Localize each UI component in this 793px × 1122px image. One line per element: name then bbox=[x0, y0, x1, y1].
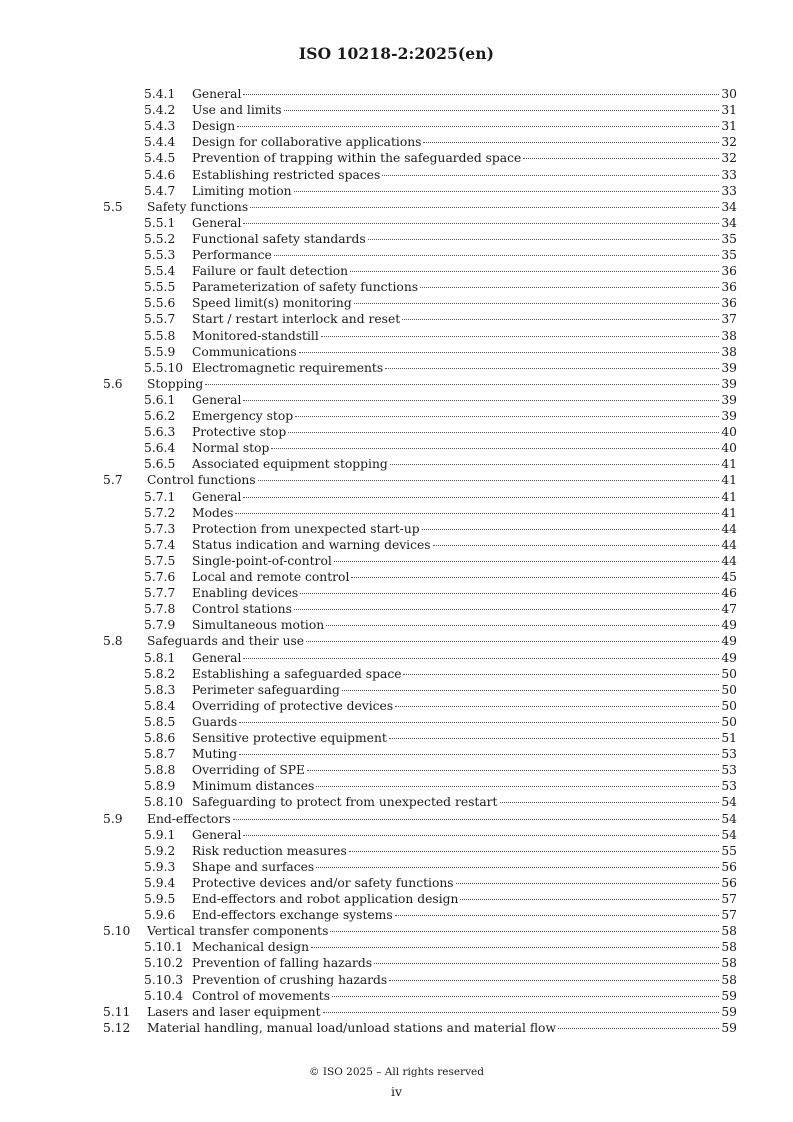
toc-dot-leader bbox=[294, 191, 719, 192]
toc-entry[interactable] bbox=[0, 891, 793, 907]
toc-entry[interactable] bbox=[0, 537, 793, 553]
toc-entry[interactable] bbox=[0, 150, 793, 166]
toc-section-number: 5.9 bbox=[103, 811, 123, 826]
toc-page-number[interactable]: 50 bbox=[721, 682, 737, 697]
toc-entry[interactable] bbox=[0, 762, 793, 778]
toc-entry[interactable] bbox=[0, 778, 793, 794]
toc-section-number: 5.4.2 bbox=[144, 103, 176, 118]
toc-section-number: 5.4.3 bbox=[144, 119, 176, 134]
toc-section-number: 5.4.4 bbox=[144, 135, 176, 150]
toc-dot-leader bbox=[456, 883, 719, 884]
toc-section-number: 5.6.5 bbox=[144, 457, 176, 472]
toc-entry[interactable] bbox=[0, 553, 793, 569]
toc-dot-leader bbox=[205, 384, 719, 385]
toc-dot-leader bbox=[235, 513, 719, 514]
toc-dot-leader bbox=[389, 980, 719, 981]
toc-dot-leader bbox=[243, 94, 719, 95]
toc-dot-leader bbox=[385, 368, 719, 369]
toc-page-number[interactable]: 32 bbox=[721, 135, 737, 150]
toc-section-title[interactable]: Perimeter safeguarding bbox=[192, 682, 340, 697]
toc-section-title[interactable]: Control of movements bbox=[192, 988, 331, 1003]
toc-entry[interactable] bbox=[0, 279, 793, 295]
toc-section-number: 5.9.3 bbox=[144, 859, 176, 874]
toc-entry[interactable] bbox=[0, 263, 793, 279]
toc-section-number: 5.4.6 bbox=[144, 167, 176, 182]
toc-page-number[interactable]: 41 bbox=[721, 473, 737, 488]
toc-section-title[interactable]: Protection from unexpected start-up bbox=[192, 521, 420, 536]
toc-dot-leader bbox=[558, 1028, 719, 1029]
toc-section-number: 5.4.1 bbox=[144, 87, 176, 101]
toc-page-number[interactable]: 46 bbox=[721, 586, 737, 601]
toc-dot-leader bbox=[460, 899, 719, 900]
toc-section-title[interactable]: Emergency stop bbox=[192, 409, 294, 423]
toc-section-number: 5.7.8 bbox=[144, 602, 176, 617]
toc-section-title[interactable]: Electromagnetic requirements bbox=[192, 360, 384, 375]
toc-section-title[interactable]: Safeguarding to protect from unexpected restart bbox=[192, 795, 498, 810]
toc-page-number[interactable]: 38 bbox=[721, 344, 737, 359]
toc-section-number: 5.5.4 bbox=[144, 264, 176, 279]
copyright-footer: © ISO 2025 – All rights reserved bbox=[309, 1066, 484, 1078]
toc-section-number: 5.5.6 bbox=[144, 296, 176, 311]
toc-section-number: 5.8.10 bbox=[144, 795, 184, 810]
toc-section-title[interactable]: End-effectors exchange systems bbox=[192, 908, 393, 923]
toc-dot-leader bbox=[316, 786, 719, 787]
toc-section-number: 5.6 bbox=[103, 376, 123, 391]
toc-page-number[interactable]: 44 bbox=[721, 521, 737, 536]
toc-section-number: 5.7 bbox=[103, 473, 123, 488]
toc-section-title[interactable]: Limiting motion bbox=[192, 183, 292, 198]
toc-entry[interactable] bbox=[0, 344, 793, 360]
toc-entry[interactable] bbox=[0, 199, 793, 215]
toc-section-title[interactable]: Use and limits bbox=[192, 103, 282, 118]
toc-dot-leader bbox=[294, 609, 719, 610]
toc-section-title[interactable]: Risk reduction measures bbox=[192, 843, 347, 858]
toc-page-number[interactable]: 32 bbox=[721, 151, 737, 166]
toc-page-number[interactable]: 54 bbox=[721, 795, 737, 810]
toc-section-number: 5.5.2 bbox=[144, 231, 176, 246]
toc-page-number[interactable]: 53 bbox=[721, 779, 737, 794]
toc-section-title[interactable]: General bbox=[192, 215, 242, 230]
toc-entry[interactable] bbox=[0, 859, 793, 875]
toc-dot-leader bbox=[351, 577, 719, 578]
toc-section-number: 5.5.5 bbox=[144, 280, 176, 295]
toc-section-title[interactable]: Design for collaborative applications bbox=[192, 135, 422, 150]
toc-dot-leader bbox=[237, 126, 719, 127]
toc-section-number: 5.8.1 bbox=[144, 650, 176, 665]
toc-page-number[interactable]: 57 bbox=[721, 892, 737, 906]
toc-section-title[interactable]: Minimum distances bbox=[192, 779, 315, 794]
toc-entry[interactable] bbox=[0, 392, 793, 408]
toc-dot-leader bbox=[288, 432, 719, 433]
toc-entry[interactable] bbox=[0, 794, 793, 810]
toc-entry[interactable] bbox=[0, 843, 793, 859]
toc-dot-leader bbox=[239, 754, 719, 755]
toc-section-number: 5.5.9 bbox=[144, 344, 176, 359]
toc-entry[interactable] bbox=[0, 666, 793, 682]
toc-entry[interactable] bbox=[0, 231, 793, 247]
toc-entry[interactable] bbox=[0, 183, 793, 199]
toc-entry[interactable] bbox=[0, 311, 793, 327]
toc-dot-leader bbox=[271, 448, 719, 449]
toc-dot-leader bbox=[354, 303, 719, 304]
toc-dot-leader bbox=[500, 802, 719, 803]
toc-section-number: 5.5.3 bbox=[144, 248, 176, 262]
toc-section-number: 5.8.8 bbox=[144, 763, 176, 778]
toc-page-number[interactable]: 50 bbox=[721, 714, 737, 729]
toc-page-number[interactable]: 35 bbox=[721, 248, 737, 262]
toc-section-number: 5.10 bbox=[103, 924, 131, 939]
toc-entry[interactable] bbox=[0, 472, 793, 488]
toc-page-number[interactable]: 31 bbox=[721, 119, 737, 134]
toc-page-number[interactable]: 40 bbox=[721, 441, 737, 456]
toc-page-number[interactable]: 59 bbox=[721, 988, 737, 1003]
toc-entry[interactable] bbox=[0, 939, 793, 955]
toc-section-title[interactable]: End-effectors bbox=[147, 811, 231, 826]
toc-entry[interactable] bbox=[0, 489, 793, 505]
toc-page-number[interactable]: 36 bbox=[721, 280, 737, 295]
toc-page-number[interactable]: 40 bbox=[721, 425, 737, 440]
toc-section-number: 5.8.4 bbox=[144, 698, 176, 713]
toc-dot-leader bbox=[433, 545, 719, 546]
toc-page-number[interactable]: 47 bbox=[721, 602, 737, 617]
toc-section-title[interactable]: Muting bbox=[192, 747, 238, 762]
toc-section-number: 5.8.5 bbox=[144, 714, 176, 729]
toc-section-number: 5.7.3 bbox=[144, 521, 176, 536]
toc-section-title[interactable]: Safety functions bbox=[147, 199, 249, 214]
toc-section-title[interactable]: Shape and surfaces bbox=[192, 859, 315, 874]
toc-section-number: 5.9.1 bbox=[144, 827, 176, 842]
toc-dot-leader bbox=[243, 835, 719, 836]
toc-entry[interactable] bbox=[0, 1020, 793, 1036]
toc-page-number[interactable]: 58 bbox=[721, 972, 737, 987]
toc-entry[interactable] bbox=[0, 827, 793, 843]
toc-entry[interactable] bbox=[0, 988, 793, 1004]
toc-section-title[interactable]: Protective devices and/or safety functions bbox=[192, 875, 454, 890]
toc-section-number: 5.5.8 bbox=[144, 328, 176, 343]
toc-page-number[interactable]: 33 bbox=[721, 167, 737, 182]
toc-section-number: 5.12 bbox=[103, 1020, 131, 1035]
toc-section-title[interactable]: Safeguards and their use bbox=[147, 634, 305, 649]
toc-section-number: 5.9.4 bbox=[144, 875, 176, 890]
toc-section-title[interactable]: Overriding of SPE bbox=[192, 763, 306, 778]
toc-entry[interactable] bbox=[0, 408, 793, 424]
toc-page-number[interactable]: 33 bbox=[721, 183, 737, 198]
toc-section-title[interactable]: Normal stop bbox=[192, 441, 270, 456]
toc-dot-leader bbox=[239, 722, 719, 723]
page-number: iv bbox=[390, 1084, 403, 1099]
toc-dot-leader bbox=[395, 915, 719, 916]
toc-section-number: 5.5 bbox=[103, 199, 123, 214]
toc-section-title[interactable]: Local and remote control bbox=[192, 570, 350, 584]
toc-section-number: 5.6.1 bbox=[144, 392, 176, 407]
toc-page-number[interactable]: 39 bbox=[721, 376, 737, 391]
toc-page-number[interactable]: 36 bbox=[721, 296, 737, 311]
toc-dot-leader bbox=[258, 480, 719, 481]
toc-page-number[interactable]: 34 bbox=[721, 199, 737, 214]
toc-dot-leader bbox=[243, 658, 719, 659]
toc-section-number: 5.6.2 bbox=[144, 409, 176, 423]
toc-section-number: 5.8.3 bbox=[144, 682, 176, 697]
toc-page-number[interactable]: 49 bbox=[721, 634, 737, 649]
toc-entry[interactable] bbox=[0, 505, 793, 521]
toc-entry[interactable] bbox=[0, 746, 793, 762]
toc-page-number[interactable]: 39 bbox=[721, 392, 737, 407]
toc-section-number: 5.7.2 bbox=[144, 505, 176, 520]
toc-section-title[interactable]: End-effectors and robot application design bbox=[192, 892, 459, 906]
toc-dot-leader bbox=[295, 416, 719, 417]
toc-section-number: 5.5.1 bbox=[144, 215, 176, 230]
toc-page-number[interactable]: 58 bbox=[721, 956, 737, 971]
toc-section-title[interactable]: Control stations bbox=[192, 602, 292, 617]
toc-section-title[interactable]: Simultaneous motion bbox=[192, 618, 325, 633]
toc-section-title[interactable]: Establishing restricted spaces bbox=[192, 167, 381, 182]
toc-page-number[interactable]: 54 bbox=[721, 827, 737, 842]
toc-section-title[interactable]: Overriding of protective devices bbox=[192, 698, 394, 713]
toc-dot-leader bbox=[300, 593, 719, 594]
toc-page-number[interactable]: 50 bbox=[721, 666, 737, 681]
toc-page-number[interactable]: 36 bbox=[721, 264, 737, 279]
toc-section-title[interactable]: Control functions bbox=[147, 473, 256, 488]
toc-entry[interactable] bbox=[0, 360, 793, 376]
toc-section-title[interactable]: Prevention of falling hazards bbox=[192, 956, 373, 971]
toc-section-number: 5.9.2 bbox=[144, 843, 176, 858]
toc-section-title[interactable]: Establishing a safeguarded space bbox=[192, 666, 402, 681]
toc-dot-leader bbox=[243, 223, 719, 224]
toc-page-number[interactable]: 38 bbox=[721, 328, 737, 343]
toc-section-title[interactable]: Status indication and warning devices bbox=[192, 537, 431, 552]
toc-section-title[interactable]: General bbox=[192, 87, 242, 101]
toc-dot-leader bbox=[420, 287, 719, 288]
toc-dot-leader bbox=[284, 110, 719, 111]
toc-section-number: 5.7.5 bbox=[144, 553, 176, 568]
toc-page-number[interactable]: 44 bbox=[721, 537, 737, 552]
toc-section-title[interactable]: Associated equipment stopping bbox=[192, 457, 388, 472]
toc-section-number: 5.5.10 bbox=[144, 360, 184, 375]
toc-section-title[interactable]: Stopping bbox=[147, 376, 204, 391]
toc-page-number[interactable]: 41 bbox=[721, 457, 737, 472]
toc-page-number[interactable]: 49 bbox=[721, 650, 737, 665]
toc-dot-leader bbox=[299, 352, 719, 353]
toc-dot-leader bbox=[233, 819, 719, 820]
toc-entry[interactable] bbox=[0, 118, 793, 134]
toc-section-title[interactable]: Modes bbox=[192, 505, 234, 520]
toc-entry[interactable] bbox=[0, 633, 793, 649]
toc-section-title[interactable]: Protective stop bbox=[192, 425, 287, 440]
toc-section-title[interactable]: Failure or fault detection bbox=[192, 264, 349, 279]
toc-section-title[interactable]: General bbox=[192, 650, 242, 665]
toc-dot-leader bbox=[326, 625, 719, 626]
toc-page-number[interactable]: 45 bbox=[721, 570, 737, 584]
toc-section-title[interactable]: Lasers and laser equipment bbox=[147, 1004, 321, 1019]
toc-entry[interactable] bbox=[0, 456, 793, 472]
toc-section-number: 5.7.7 bbox=[144, 586, 176, 601]
toc-page-number[interactable]: 57 bbox=[721, 908, 737, 923]
toc-page-number[interactable]: 30 bbox=[721, 87, 737, 101]
toc-entry[interactable] bbox=[0, 134, 793, 150]
toc-entry[interactable] bbox=[0, 714, 793, 730]
toc-section-number: 5.4.7 bbox=[144, 183, 176, 198]
toc-section-title[interactable]: General bbox=[192, 827, 242, 842]
toc-dot-leader bbox=[250, 207, 719, 208]
toc-entry[interactable] bbox=[0, 247, 793, 263]
toc-page-number[interactable]: 59 bbox=[721, 1004, 737, 1019]
toc-dot-leader bbox=[274, 255, 719, 256]
toc-section-title[interactable]: Functional safety standards bbox=[192, 231, 366, 246]
toc-dot-leader bbox=[374, 963, 719, 964]
toc-section-number: 5.7.1 bbox=[144, 489, 176, 504]
toc-section-number: 5.11 bbox=[103, 1004, 131, 1019]
toc-entry[interactable] bbox=[0, 617, 793, 633]
toc-section-number: 5.5.7 bbox=[144, 312, 176, 327]
toc-section-title[interactable]: Design bbox=[192, 119, 236, 134]
toc-dot-leader bbox=[403, 674, 719, 675]
toc-section-number: 5.6.4 bbox=[144, 441, 176, 456]
toc-page-number[interactable]: 34 bbox=[721, 215, 737, 230]
toc-section-number: 5.10.4 bbox=[144, 988, 184, 1003]
toc-page-number[interactable]: 37 bbox=[721, 312, 737, 327]
toc-page-number[interactable]: 58 bbox=[721, 924, 737, 939]
toc-section-number: 5.8 bbox=[103, 634, 123, 649]
toc-section-title[interactable]: Sensitive protective equipment bbox=[192, 731, 387, 745]
toc-dot-leader bbox=[350, 271, 719, 272]
toc-entry[interactable] bbox=[0, 440, 793, 456]
toc-page-number[interactable]: 39 bbox=[721, 409, 737, 423]
toc-page-number[interactable]: 53 bbox=[721, 747, 737, 762]
toc-dot-leader bbox=[395, 706, 719, 707]
toc-dot-leader bbox=[402, 319, 719, 320]
toc-dot-leader bbox=[423, 142, 719, 143]
toc-page-number[interactable]: 54 bbox=[721, 811, 737, 826]
toc-page-number[interactable]: 56 bbox=[721, 875, 737, 890]
toc-entry[interactable] bbox=[0, 328, 793, 344]
toc-page-number[interactable]: 51 bbox=[721, 731, 737, 745]
toc-section-title[interactable]: Mechanical design bbox=[192, 940, 310, 955]
toc-page-number[interactable]: 59 bbox=[721, 1020, 737, 1035]
toc-entry[interactable] bbox=[0, 972, 793, 988]
toc-entry[interactable] bbox=[0, 86, 793, 102]
toc-entry[interactable] bbox=[0, 295, 793, 311]
toc-dot-leader bbox=[323, 1012, 719, 1013]
toc-section-number: 5.7.9 bbox=[144, 618, 176, 633]
toc-entry[interactable] bbox=[0, 955, 793, 971]
toc-entry[interactable] bbox=[0, 875, 793, 891]
toc-dot-leader bbox=[330, 931, 719, 932]
toc-dot-leader bbox=[316, 867, 719, 868]
toc-section-number: 5.10.2 bbox=[144, 956, 184, 971]
toc-section-number: 5.6.3 bbox=[144, 425, 176, 440]
toc-section-title[interactable]: General bbox=[192, 392, 242, 407]
toc-entry[interactable] bbox=[0, 376, 793, 392]
toc-page-number[interactable]: 49 bbox=[721, 618, 737, 633]
toc-entry[interactable] bbox=[0, 650, 793, 666]
toc-section-title[interactable]: Enabling devices bbox=[192, 586, 299, 601]
toc-entry[interactable] bbox=[0, 521, 793, 537]
toc-dot-leader bbox=[342, 690, 719, 691]
toc-dot-leader bbox=[349, 851, 719, 852]
toc-dot-leader bbox=[389, 738, 719, 739]
document-header: ISO 10218-2:2025(en) bbox=[298, 44, 495, 63]
toc-section-title[interactable]: Parameterization of safety functions bbox=[192, 280, 419, 295]
toc-section-number: 5.8.6 bbox=[144, 731, 176, 745]
toc-section-number: 5.10.3 bbox=[144, 972, 184, 987]
toc-entry[interactable] bbox=[0, 167, 793, 183]
toc-section-title[interactable]: Material handling, manual load/unload stations and material flow bbox=[147, 1020, 556, 1035]
toc-entry[interactable] bbox=[0, 102, 793, 118]
toc-dot-leader bbox=[243, 400, 719, 401]
toc-dot-leader bbox=[368, 239, 719, 240]
toc-dot-leader bbox=[311, 947, 719, 948]
toc-entry[interactable] bbox=[0, 907, 793, 923]
toc-entry[interactable] bbox=[0, 601, 793, 617]
toc-section-title[interactable]: Performance bbox=[192, 248, 272, 262]
toc-page-number[interactable]: 41 bbox=[721, 489, 737, 504]
toc-dot-leader bbox=[390, 464, 719, 465]
toc-dot-leader bbox=[332, 996, 719, 997]
toc-page-number[interactable]: 44 bbox=[721, 553, 737, 568]
toc-entry[interactable] bbox=[0, 698, 793, 714]
toc-section-number: 5.10.1 bbox=[144, 940, 184, 955]
toc-entry[interactable] bbox=[0, 811, 793, 827]
toc-section-number: 5.9.6 bbox=[144, 908, 176, 923]
toc-dot-leader bbox=[382, 175, 719, 176]
toc-section-number: 5.8.7 bbox=[144, 747, 176, 762]
toc-dot-leader bbox=[321, 336, 719, 337]
toc-dot-leader bbox=[422, 529, 719, 530]
toc-section-title[interactable]: Prevention of trapping within the safeguarded space bbox=[192, 151, 522, 166]
toc-page-number[interactable]: 58 bbox=[721, 940, 737, 955]
toc-section-title[interactable]: Speed limit(s) monitoring bbox=[192, 296, 352, 311]
toc-entry[interactable] bbox=[0, 923, 793, 939]
toc-section-number: 5.4.5 bbox=[144, 151, 176, 166]
toc-entry[interactable] bbox=[0, 585, 793, 601]
toc-dot-leader bbox=[243, 497, 719, 498]
toc-section-title[interactable]: Start / restart interlock and reset bbox=[192, 312, 401, 327]
toc-page-number[interactable]: 39 bbox=[721, 360, 737, 375]
toc-section-title[interactable]: Communications bbox=[192, 344, 297, 359]
toc-section-number: 5.7.6 bbox=[144, 570, 176, 584]
toc-entry[interactable] bbox=[0, 215, 793, 231]
toc-entry[interactable] bbox=[0, 682, 793, 698]
toc-section-number: 5.9.5 bbox=[144, 892, 176, 906]
toc-section-title[interactable]: General bbox=[192, 489, 242, 504]
toc-section-title[interactable]: Vertical transfer components bbox=[147, 924, 329, 939]
toc-entry[interactable] bbox=[0, 569, 793, 585]
toc-page-number[interactable]: 50 bbox=[721, 698, 737, 713]
toc-page-number[interactable]: 55 bbox=[721, 843, 737, 858]
toc-section-title[interactable]: Guards bbox=[192, 714, 238, 729]
toc-page-number[interactable]: 35 bbox=[721, 231, 737, 246]
toc-page-number[interactable]: 53 bbox=[721, 763, 737, 778]
toc-section-number: 5.8.9 bbox=[144, 779, 176, 794]
toc-section-title[interactable]: Single-point-of-control bbox=[192, 553, 332, 568]
toc-page-number[interactable]: 56 bbox=[721, 859, 737, 874]
toc-entry[interactable] bbox=[0, 1004, 793, 1020]
toc-entry[interactable] bbox=[0, 730, 793, 746]
toc-section-title[interactable]: Monitored-standstill bbox=[192, 328, 319, 343]
toc-section-number: 5.7.4 bbox=[144, 537, 176, 552]
toc-entry[interactable] bbox=[0, 424, 793, 440]
toc-dot-leader bbox=[334, 561, 719, 562]
toc-section-title[interactable]: Prevention of crushing hazards bbox=[192, 972, 388, 987]
toc-page-number[interactable]: 31 bbox=[721, 103, 737, 118]
toc-dot-leader bbox=[306, 641, 719, 642]
toc-page-number[interactable]: 41 bbox=[721, 505, 737, 520]
toc-section-number: 5.8.2 bbox=[144, 666, 176, 681]
toc-dot-leader bbox=[523, 158, 719, 159]
toc-dot-leader bbox=[307, 770, 719, 771]
